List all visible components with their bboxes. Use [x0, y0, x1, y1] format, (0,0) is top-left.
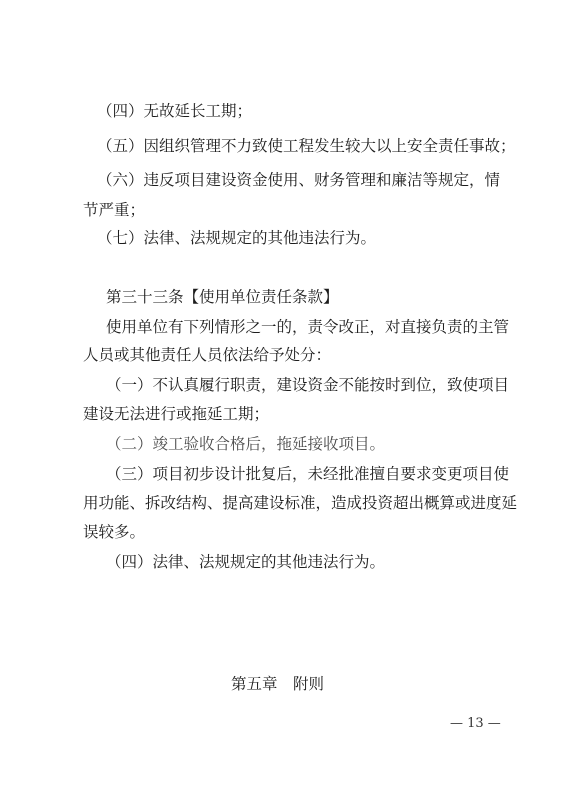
article-33-intro: 使用单位有下列情形之一的，责令改正，对直接负责的主管 — [106, 318, 510, 336]
chapter-title: 第五章 附则 — [231, 675, 325, 693]
article-33-item-1: （一）不认真履行职责，建设资金不能按时到位，致使项目 — [106, 376, 510, 394]
clause-item-5: （五）因组织管理不力致使工程发生较大以上安全责任事故； — [97, 137, 516, 155]
clause-item-6-continued: 节严重； — [83, 201, 146, 219]
article-33-heading: 第三十三条【使用单位责任条款】 — [106, 288, 339, 306]
article-33-item-4: （四）法律、法规规定的其他违法行为。 — [106, 553, 386, 571]
article-33-item-3-end: 误较多。 — [83, 523, 146, 541]
article-33-item-2: （二）竣工验收合格后，拖延接收项目。 — [106, 435, 386, 453]
page-number: — 13 — — [450, 716, 501, 731]
clause-item-7: （七）法律、法规规定的其他违法行为。 — [97, 229, 377, 247]
article-33-item-3: （三）项目初步设计批复后，未经批准擅自要求变更项目使 — [106, 465, 510, 483]
article-33-item-1-continued: 建设无法进行或拖延工期； — [83, 405, 270, 423]
clause-item-6: （六）违反项目建设资金使用、财务管理和廉洁等规定，情 — [97, 171, 501, 189]
article-33-intro-continued: 人员或其他责任人员依法给予处分： — [83, 346, 332, 364]
article-33-item-3-continued: 用功能、拆改结构、提高建设标准，造成投资超出概算或进度延 — [83, 494, 518, 512]
clause-item-4: （四）无故延长工期； — [97, 102, 253, 120]
